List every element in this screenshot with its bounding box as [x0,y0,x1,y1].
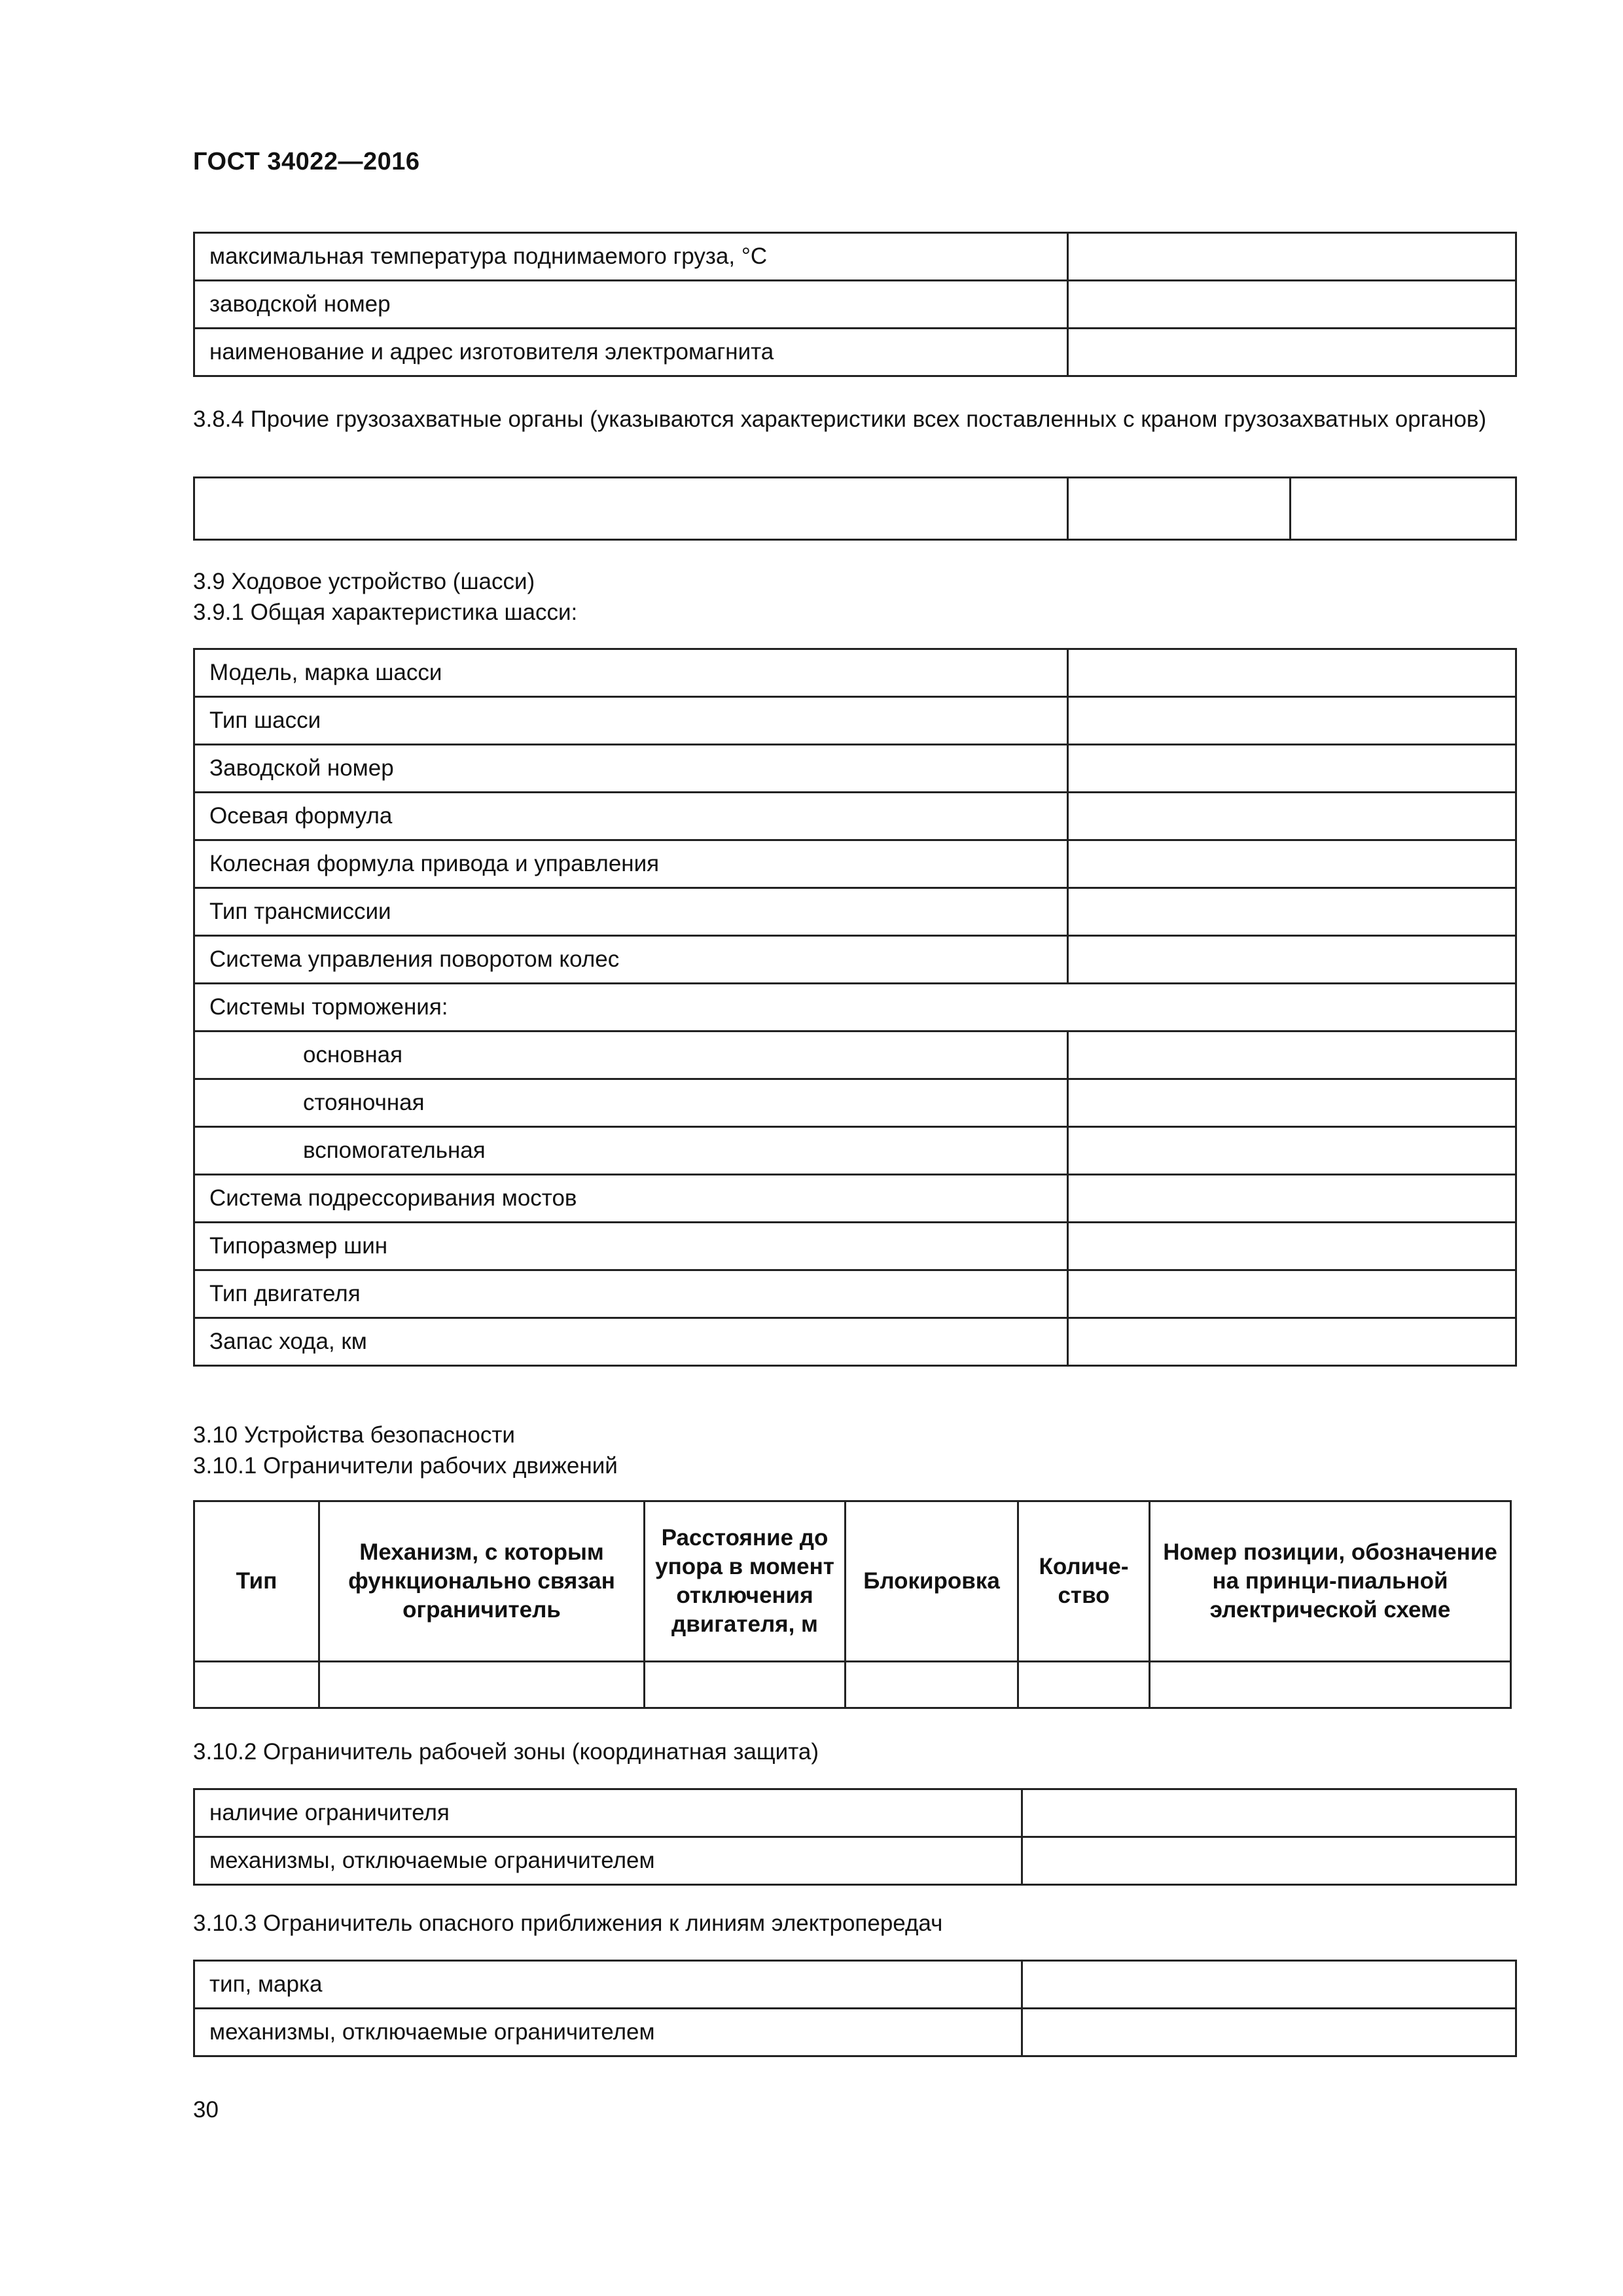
table-cell-label: Тип трансмиссии [194,888,1068,936]
table-cell-label: стояночная [194,1079,1068,1127]
table-cell-label: Система управления поворотом колес [194,936,1068,984]
table-cell-value [1068,329,1516,376]
work-zone-limiter-table [193,1788,1517,1886]
table-cell [1068,478,1291,540]
table-header-row [194,1501,1511,1662]
table-row [194,1175,1516,1223]
section-3-10-1-title: 3.10.1 Ограничители рабочих движений [193,1453,618,1479]
table-cell-label: Тип двигателя [194,1270,1068,1318]
table-row [194,1961,1516,2009]
table-cell-value [1022,1961,1516,2009]
table-row [194,936,1516,984]
table-row [194,697,1516,745]
table-row [194,1318,1516,1366]
table-cell-value [1068,1318,1516,1366]
table-row [194,840,1516,888]
table-cell [645,1662,846,1708]
table-cell-value [1022,2009,1516,2056]
table-cell-label: Колесная формула привода и управления [194,840,1068,888]
header-cell-distance: Расстояние до упора в момент отключения двигателя, м [645,1501,846,1662]
gripping-devices-table [193,476,1517,541]
table-cell-label: механизмы, отключаемые ограничителем [194,1837,1022,1885]
header-cell-mechanism: Механизм, с которым функционально связан ограничитель [319,1501,645,1662]
section-3-9-title: 3.9 Ходовое устройство (шасси) [193,569,535,594]
table-cell-label: основная [194,1031,1068,1079]
table-cell [319,1662,645,1708]
table-cell-value [1022,1837,1516,1885]
table-row [194,1079,1516,1127]
section-3-10-title: 3.10 Устройства безопасности [193,1422,515,1448]
table-cell-label: заводской номер [194,281,1068,329]
table-row [194,745,1516,793]
header-cell-blocking: Блокировка [846,1501,1018,1662]
table-cell-label: Тип шасси [194,697,1068,745]
table-cell-value [1068,888,1516,936]
table-row [194,1837,1516,1885]
table-row [194,1127,1516,1175]
power-line-limiter-table [193,1960,1517,2057]
table-cell-value [1068,745,1516,793]
table-cell-label: наличие ограничителя [194,1789,1022,1837]
table-cell-label: вспомогательная [194,1127,1068,1175]
table-cell [194,478,1068,540]
table-cell-label: максимальная температура поднимаемого груза, °С [194,233,1068,281]
table-cell-label: Модель, марка шасси [194,649,1068,697]
table-cell [1150,1662,1511,1708]
table-cell-value [1068,1270,1516,1318]
table-cell-label: Заводской номер [194,745,1068,793]
table-cell-value [1068,1031,1516,1079]
table-cell-value [1068,697,1516,745]
header-cell-quantity: Количе-ство [1018,1501,1150,1662]
section-3-10-2-title: 3.10.2 Ограничитель рабочей зоны (координатная защита) [193,1739,819,1765]
table-cell-label: наименование и адрес изготовителя электромагнита [194,329,1068,376]
section-3-8-4-text: 3.8.4 Прочие грузозахватные органы (указываются характеристики всех поставленных с краном грузозахватных органов) [193,406,1487,432]
limiters-table [193,1500,1512,1709]
table-cell [194,1662,319,1708]
table-cell-value [1068,793,1516,840]
table-cell-label: Запас хода, км [194,1318,1068,1366]
table-row [194,649,1516,697]
table-row [194,2009,1516,2056]
table-cell-value [1068,233,1516,281]
table-row [194,1789,1516,1837]
document-header: ГОСТ 34022—2016 [193,148,420,175]
table-cell [1291,478,1516,540]
table-cell-value [1068,649,1516,697]
table-cell-value [1022,1789,1516,1837]
table-cell-value [1068,1223,1516,1270]
table-cell-value [1068,1079,1516,1127]
header-cell-position: Номер позиции, обозначение на принци-пиальной электрической схеме [1150,1501,1511,1662]
table-row [194,281,1516,329]
table-row [194,888,1516,936]
table-cell-label: Типоразмер шин [194,1223,1068,1270]
table-cell-value [1068,936,1516,984]
table-row [194,1270,1516,1318]
table-cell-label: тип, марка [194,1961,1022,2009]
table-row [194,1662,1511,1708]
table-row [194,233,1516,281]
table-cell-label: Осевая формула [194,793,1068,840]
table-row [194,478,1516,540]
table-row [194,984,1516,1031]
table-cell-label: механизмы, отключаемые ограничителем [194,2009,1022,2056]
table-cell-label: Система подрессоривания мостов [194,1175,1068,1223]
header-cell-type: Тип [194,1501,319,1662]
section-3-9-1-title: 3.9.1 Общая характеристика шасси: [193,600,578,625]
table-cell-value [1068,1175,1516,1223]
chassis-table [193,648,1517,1367]
section-3-10-3-title: 3.10.3 Ограничитель опасного приближения к линиям электропередач [193,1910,943,1936]
table-cell-value [1068,281,1516,329]
table-cell [1018,1662,1150,1708]
table-row [194,1223,1516,1270]
braking-systems-header: Системы торможения: [194,984,1516,1031]
table-row [194,1031,1516,1079]
table-cell-value [1068,840,1516,888]
table-row [194,793,1516,840]
magnet-table [193,232,1517,377]
table-row [194,329,1516,376]
table-cell-value [1068,1127,1516,1175]
page-number: 30 [193,2097,219,2123]
table-cell [846,1662,1018,1708]
